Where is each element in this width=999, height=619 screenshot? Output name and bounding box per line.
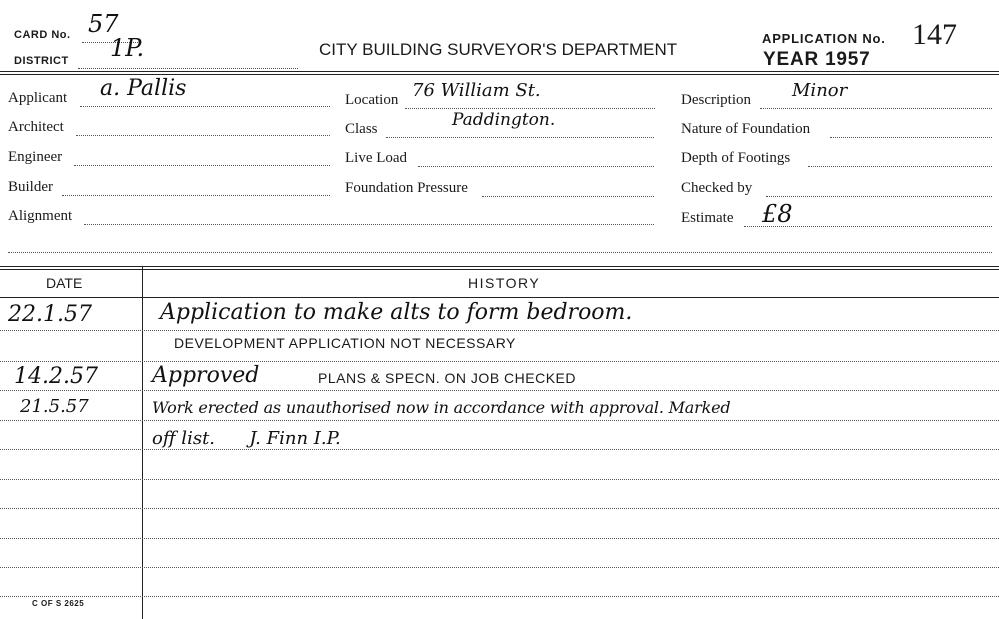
ruled-line bbox=[0, 567, 999, 568]
description-label: Description bbox=[681, 92, 751, 108]
location-line bbox=[405, 108, 655, 109]
card-no-label: CARD No. bbox=[14, 29, 71, 41]
description-line bbox=[760, 108, 992, 109]
history-entry-text: Approved bbox=[152, 363, 260, 388]
applicant-value: a. Pallis bbox=[100, 76, 187, 101]
plans-checked-stamp: PLANS & SPECN. ON JOB CHECKED bbox=[318, 370, 577, 386]
ruled-line bbox=[0, 449, 999, 450]
nature-of-foundation-label: Nature of Foundation bbox=[681, 121, 811, 137]
history-entry-text: Work erected as unauthorised now in accordance with approval. Marked bbox=[152, 398, 731, 417]
class-line bbox=[386, 137, 654, 138]
alignment-line bbox=[84, 224, 654, 225]
history-date: 14.2.57 bbox=[14, 364, 98, 389]
history-header-rule bbox=[0, 297, 999, 298]
district-label: DISTRICT bbox=[14, 55, 69, 67]
location-label: Location bbox=[345, 92, 399, 108]
header-rule-top bbox=[0, 71, 999, 72]
extra-field-line bbox=[8, 252, 992, 253]
year-label: YEAR 1957 bbox=[763, 49, 871, 70]
development-stamp: DEVELOPMENT APPLICATION NOT NECESSARY bbox=[174, 335, 516, 351]
builder-line bbox=[62, 195, 330, 196]
checked-by-line bbox=[766, 196, 992, 197]
live-load-label: Live Load bbox=[345, 150, 408, 166]
history-header: HISTORY bbox=[468, 275, 541, 291]
district-line bbox=[78, 68, 298, 69]
live-load-line bbox=[418, 166, 654, 167]
depth-of-footings-line bbox=[808, 166, 992, 167]
nature-of-foundation-line bbox=[830, 137, 992, 138]
alignment-label: Alignment bbox=[8, 208, 73, 224]
date-header: DATE bbox=[46, 275, 83, 291]
class-value: Paddington. bbox=[452, 110, 556, 130]
description-value: Minor bbox=[792, 80, 848, 101]
ruled-line bbox=[0, 420, 999, 421]
checked-by-label: Checked by bbox=[681, 180, 753, 196]
engineer-label: Engineer bbox=[8, 149, 63, 165]
ruled-line bbox=[0, 390, 999, 391]
history-entry-text: Application to make alts to form bedroom. bbox=[160, 300, 633, 325]
history-date: 21.5.57 bbox=[20, 396, 89, 417]
header-rule-bottom bbox=[0, 74, 999, 75]
ruled-line bbox=[0, 508, 999, 509]
architect-line bbox=[76, 135, 330, 136]
class-label: Class bbox=[345, 121, 378, 137]
builder-label: Builder bbox=[8, 179, 53, 195]
foundation-pressure-line bbox=[482, 196, 654, 197]
history-rule-top bbox=[0, 266, 999, 267]
ruled-line bbox=[0, 330, 999, 331]
architect-label: Architect bbox=[8, 119, 64, 135]
location-value: 76 William St. bbox=[412, 80, 541, 101]
history-date: 22.1.57 bbox=[8, 302, 92, 327]
applicant-line bbox=[80, 106, 330, 107]
estimate-value: £8 bbox=[762, 200, 793, 228]
history-entry-text: off list. J. Finn I.P. bbox=[152, 428, 341, 449]
ruled-line bbox=[0, 479, 999, 480]
engineer-line bbox=[74, 165, 330, 166]
application-no-label: APPLICATION No. bbox=[762, 31, 886, 46]
card-no-value: 57 bbox=[88, 10, 119, 38]
ruled-line bbox=[0, 596, 999, 597]
district-value: 1P. bbox=[110, 34, 145, 62]
ruled-line bbox=[0, 361, 999, 362]
estimate-label: Estimate bbox=[681, 210, 734, 226]
form-code: C OF S 2625 bbox=[32, 599, 85, 608]
history-rule-bottom bbox=[0, 269, 999, 270]
ruled-line bbox=[0, 538, 999, 539]
department-title: CITY BUILDING SURVEYOR'S DEPARTMENT bbox=[319, 40, 678, 59]
applicant-label: Applicant bbox=[8, 90, 68, 106]
foundation-pressure-label: Foundation Pressure bbox=[345, 180, 468, 196]
depth-of-footings-label: Depth of Footings bbox=[681, 150, 791, 166]
application-no-value: 147 bbox=[912, 18, 957, 51]
